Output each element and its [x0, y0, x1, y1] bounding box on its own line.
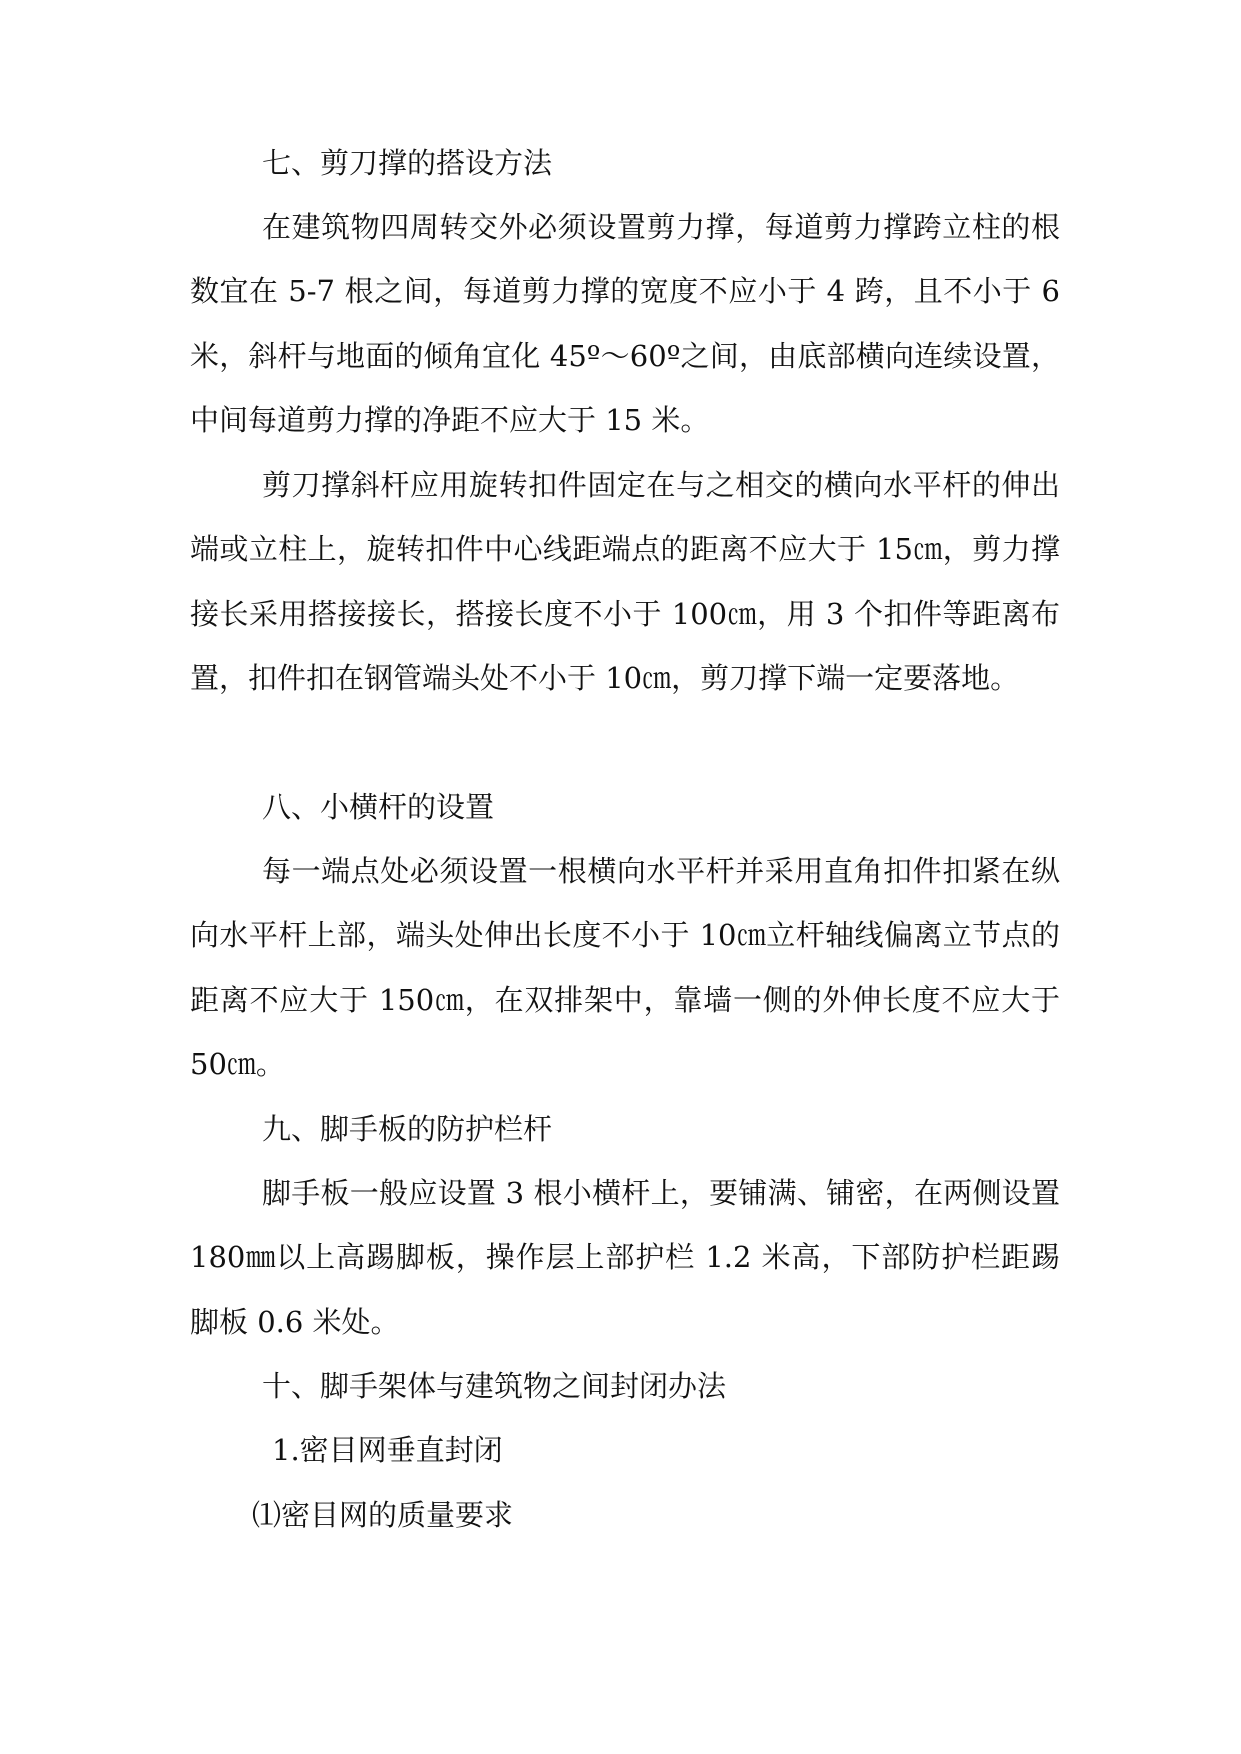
section-heading-9: 九、脚手板的防护栏杆 — [262, 1112, 553, 1146]
paragraph-scissor-brace-layout: 在建筑物四周转交外必须设置剪力撑，每道剪力撑跨立柱的根数宜在 5-7 根之间，每道剪力撑的宽度不应小于 4 跨，且不小于 6 米，斜杆与地面的倾角宜化 45º～60º之间，由底部横向连续设置，中间每道剪力撑的净距不应大于 15 米。 — [190, 210, 1060, 437]
paragraph-small-crossbar: 每一端点处必须设置一根横向水平杆并采用直角扣件扣紧在纵向水平杆上部，端头处伸出长度不小于 10㎝立杆轴线偏离立节点的距离不应大于 150㎝，在双排架中，靠墙一侧的外伸长度不应大于 50㎝。 — [190, 854, 1060, 1081]
subheading-dense-net-quality: ⑴密目网的质量要求 — [252, 1498, 514, 1532]
paragraph-scissor-brace-fixing: 剪刀撑斜杆应用旋转扣件固定在与之相交的横向水平杆的伸出端或立柱上，旋转扣件中心线距端点的距离不应大于 15㎝，剪力撑接长采用搭接接长，搭接长度不小于 100㎝，用 3 个扣件等距离布置，扣件扣在钢管端头处不小于 10㎝，剪刀撑下端一定要落地。 — [190, 468, 1060, 695]
subheading-dense-net-closure: 1.密目网垂直封闭 — [272, 1433, 503, 1467]
paragraph-scaffold-board: 脚手板一般应设置 3 根小横杆上，要铺满、铺密，在两侧设置 180㎜以上高踢脚板，操作层上部护栏 1.2 米高，下部防护栏距踢脚板 0.6 米处。 — [190, 1176, 1060, 1339]
section-heading-7: 七、剪刀撑的搭设方法 — [262, 146, 553, 180]
section-heading-10: 十、脚手架体与建筑物之间封闭办法 — [262, 1369, 727, 1403]
section-heading-8: 八、小横杆的设置 — [262, 790, 495, 824]
